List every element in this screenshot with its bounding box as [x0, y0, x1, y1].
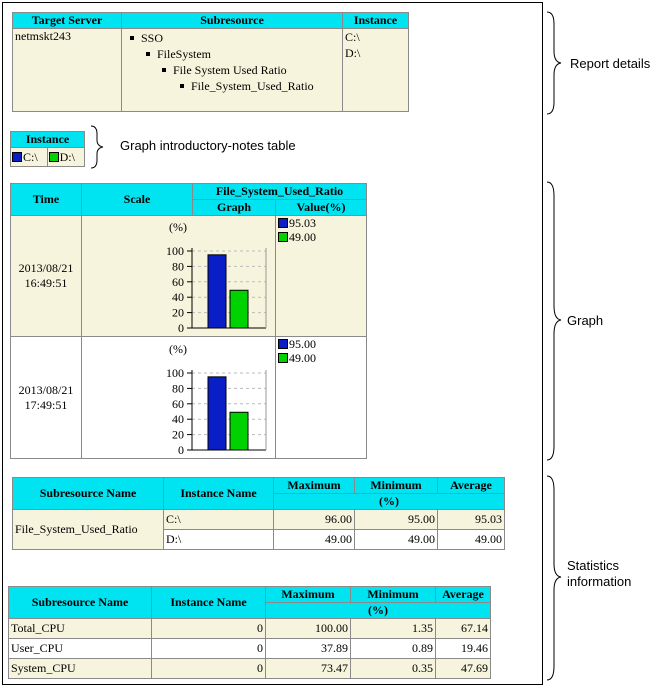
bar-d: [230, 290, 248, 328]
stats2-row2-name: User_CPU: [9, 639, 152, 659]
legend-swatch-d: [49, 152, 59, 162]
y-axis-unit-label: (%): [169, 341, 187, 356]
y-tick-label: 0: [178, 442, 184, 457]
bar-c: [208, 376, 226, 449]
y-tick-label: 60: [172, 396, 184, 411]
stats2-row2-min: 0.89: [351, 639, 436, 659]
row2-time: 17:49:51: [24, 397, 68, 412]
time-cell-2: [11, 337, 82, 459]
header-instance: Instance: [343, 13, 409, 29]
stats1-row2-avg: 49.00: [438, 530, 505, 550]
graph-cell-1: [82, 216, 276, 337]
brace-graph: [545, 180, 565, 462]
value-1-d: 49.00: [278, 230, 364, 244]
stats2-row3-instance: 0: [152, 659, 266, 679]
row2-date: 2013/08/21: [18, 382, 74, 397]
stats1-header-subresource: Subresource Name: [13, 478, 164, 510]
time-cell-1: [11, 216, 82, 337]
stats2-row2-instance: 0: [152, 639, 266, 659]
header-subresource: Subresource: [122, 13, 343, 29]
stats2-row3-avg: 47.69: [436, 659, 491, 679]
stats2-row3-name: System_CPU: [9, 659, 152, 679]
stats2-header-avg: Average: [436, 587, 491, 603]
instance-d: D:\: [345, 46, 361, 60]
stats2-header-min: Minimum: [351, 587, 436, 603]
notes-item-c: C:\: [11, 148, 48, 167]
stats2-row2-avg: 19.46: [436, 639, 491, 659]
stats2-row1-min: 1.35: [351, 619, 436, 639]
stats2-header-instance: Instance Name: [152, 587, 266, 619]
subresource-tree: [122, 29, 343, 112]
stats2-row1-instance: 0: [152, 619, 266, 639]
y-tick-label: 40: [172, 290, 184, 305]
header-graph: Graph: [193, 200, 276, 216]
y-tick-label: 20: [172, 427, 184, 442]
header-scale: Scale: [82, 184, 193, 216]
y-axis-unit-label: (%): [169, 220, 187, 234]
y-tick-label: 80: [172, 380, 184, 395]
y-tick-label: 100: [166, 244, 184, 258]
stats1-row2-max: 49.00: [274, 530, 355, 550]
y-tick-label: 20: [172, 305, 184, 320]
graph-table: [10, 183, 367, 459]
callout-statistics-line1: Statistics: [567, 558, 620, 573]
tree-node-sso: SSO: [124, 30, 340, 46]
notes-table: [10, 131, 85, 167]
stats2-unit: (%): [266, 603, 491, 619]
instance-c: C:\: [345, 30, 360, 44]
legend-swatch-c: [12, 152, 22, 162]
stats1-row1-min: 95.00: [355, 510, 438, 530]
callout-statistics: [567, 558, 631, 590]
brace-statistics: [545, 474, 565, 684]
stats2-row1-max: 100.00: [266, 619, 351, 639]
stats1-row2-min: 49.00: [355, 530, 438, 550]
value-2-d: 49.00: [278, 351, 364, 365]
bar-d: [230, 412, 248, 450]
notes-header: Instance: [11, 132, 85, 148]
value-2-c: 95.00: [278, 337, 364, 351]
bar-chart-1: [82, 217, 271, 335]
y-tick-label: 40: [172, 411, 184, 426]
header-value: Value(%): [276, 200, 367, 216]
stats1-header-avg: Average: [438, 478, 505, 494]
target-server-value: netmskt243: [15, 29, 71, 43]
stats1-row1-max: 96.00: [274, 510, 355, 530]
stats1-subresource-name: File_System_Used_Ratio: [13, 510, 164, 550]
stats2-row1-name: Total_CPU: [9, 619, 152, 639]
callout-graph: Graph: [567, 313, 604, 328]
stats1-unit: (%): [274, 494, 505, 510]
stats2-row3-min: 0.35: [351, 659, 436, 679]
stats-table-2: [8, 586, 491, 679]
stats2-header-max: Maximum: [266, 587, 351, 603]
stats2-row2-max: 37.89: [266, 639, 351, 659]
header-target-server: Target Server: [13, 13, 122, 29]
stats1-header-instance: Instance Name: [164, 478, 274, 510]
callout-notes-table: Graph introductory-notes table: [120, 138, 296, 153]
stats2-row3-max: 73.47: [266, 659, 351, 679]
graph-cell-2: [82, 337, 276, 459]
y-tick-label: 80: [172, 259, 184, 274]
stats1-row1-avg: 95.03: [438, 510, 505, 530]
stats1-row1-instance: C:\: [164, 510, 274, 530]
tree-node-filesystem: FileSystem: [124, 46, 340, 62]
stats1-row2-instance: D:\: [164, 530, 274, 550]
callout-report-details: Report details: [570, 56, 651, 71]
tree-node-fs-used-ratio-id: File_System_Used_Ratio: [124, 78, 340, 94]
target-server-cell: [13, 29, 122, 112]
y-tick-label: 60: [172, 274, 184, 289]
bar-c: [208, 255, 226, 328]
value-cell-2: [276, 337, 367, 459]
header-fs-used-ratio: File_System_Used_Ratio: [193, 184, 367, 200]
header-time: Time: [11, 184, 82, 216]
stats1-header-max: Maximum: [274, 478, 355, 494]
instance-cell: [343, 29, 409, 112]
notes-item-d: D:\: [47, 148, 84, 167]
brace-report-details: [545, 10, 565, 116]
report-details-table: [12, 12, 409, 112]
stats-table-1: [12, 477, 505, 550]
stats2-row1-avg: 67.14: [436, 619, 491, 639]
brace-notes-table: [89, 124, 109, 170]
bar-chart-2: [82, 339, 271, 457]
stats1-header-min: Minimum: [355, 478, 438, 494]
value-cell-1: [276, 216, 367, 337]
y-tick-label: 100: [166, 365, 184, 380]
tree-node-fs-used-ratio: File System Used Ratio: [124, 62, 340, 78]
stats2-header-subresource: Subresource Name: [9, 587, 152, 619]
value-1-c: 95.03: [278, 216, 364, 230]
y-tick-label: 0: [178, 321, 184, 335]
row1-date: 2013/08/21: [18, 261, 74, 275]
row1-time: 16:49:51: [24, 276, 68, 290]
callout-statistics-line2: information: [567, 574, 632, 589]
